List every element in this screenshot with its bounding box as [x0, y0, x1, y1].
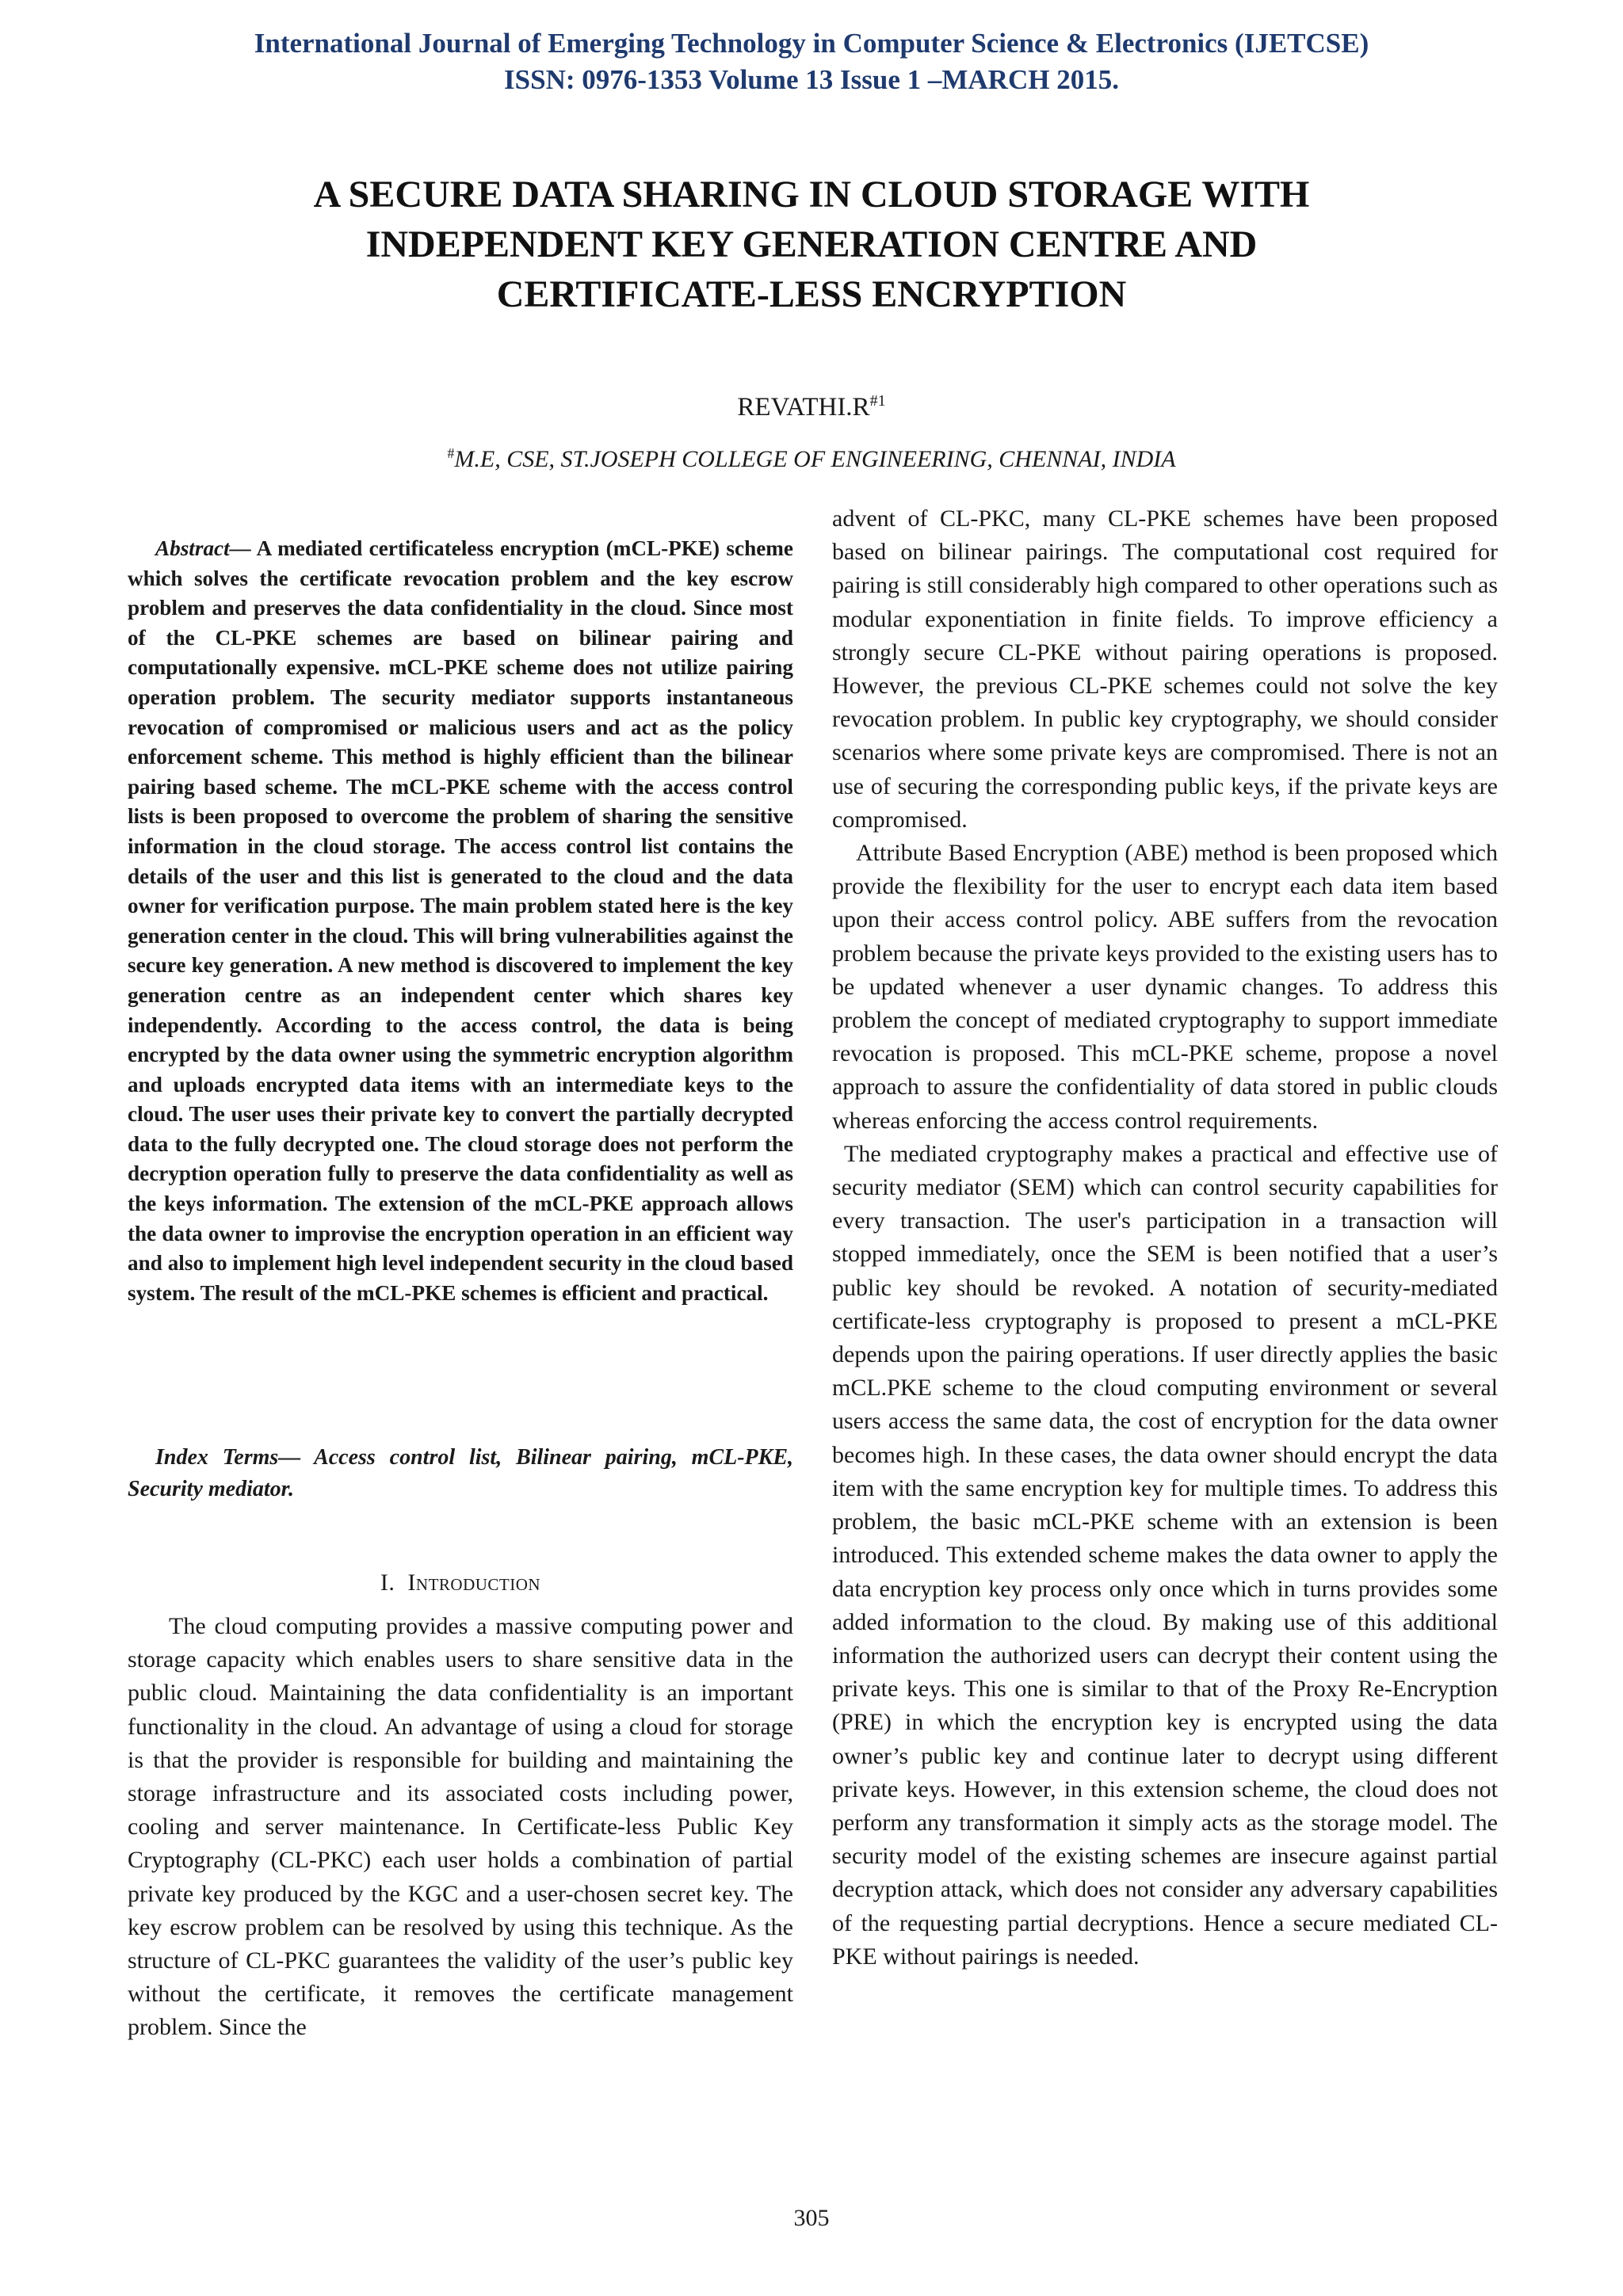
journal-issue: ISSN: 0976-1353 Volume 13 Issue 1 –MARCH 2015.	[504, 64, 1119, 95]
index-terms	[128, 1442, 793, 1505]
affiliation-text: M.E, CSE, ST.JOSEPH COLLEGE OF ENGINEERING, CHENNAI, INDIA	[454, 446, 1176, 472]
affiliation	[0, 437, 1623, 475]
introduction-left	[128, 1610, 793, 2045]
author	[0, 385, 1623, 423]
introduction-right	[832, 502, 1498, 1974]
page-number: 305	[793, 2205, 830, 2231]
author-mark: #1	[869, 392, 886, 410]
intro-paragraph-1: The cloud computing provides a massive computing power and storage capacity which enables users to share sensitive data in the public cloud. Maintaining the data confidentiality is an important functionality in the cloud. An advantage of using a cloud for storage is that the provider is responsible for building and maintaining the storage infrastructure and its associated costs including power, cooling and server maintenance. In Certificate-less Public Key Cryptography (CL-PKC) each user holds a combination of partial private key produced by the KGC and a user-chosen secret key. The key escrow problem can be resolved by using this technique. As the structure of CL-PKC guarantees the validity of the user’s public key without the certificate, it removes the certificate management problem. Since the	[128, 1613, 793, 2041]
paper-title-line-2: INDEPENDENT KEY GENERATION CENTRE AND	[365, 223, 1258, 265]
intro-paragraph-right-2: Attribute Based Encryption (ABE) method is been proposed which provide the flexibility for the user to encrypt each data item based upon their access control policy. ABE suffers from the revocation problem because the private keys provided to the existing users has to be updated whenever a user dynamic changes. To address this problem the concept of mediated cryptography to support immediate revocation is proposed. This mCL-PKE scheme, propose a novel approach to assure the confidentiality of data stored in public clouds whereas enforcing the access control requirements.	[832, 840, 1498, 1134]
index-terms-text: Index Terms— Access control list, Bilinear pairing, mCL-PKE, Security mediator.	[128, 1445, 793, 1501]
section-title: Introduction	[407, 1569, 541, 1596]
affiliation-mark: #	[447, 445, 455, 461]
abstract-label: Abstract—	[155, 536, 251, 560]
paper-title-line-1: A SECURE DATA SHARING IN CLOUD STORAGE WITH	[313, 174, 1310, 215]
paper-title-line-3: CERTIFICATE-LESS ENCRYPTION	[496, 273, 1127, 315]
section-numeral: I.	[380, 1569, 395, 1596]
abstract-text: A mediated certificateless encryption (mCL-PKE) scheme which solves the certificate revocation problem and the key escrow problem and preserves the data confidentiality in the cloud. Since most of the CL-PKE schemes are based on bilinear pairing and computationally expensive. mCL-PKE scheme does not utilize pairing operation problem. The security mediator supports instantaneous revocation of compromised or malicious users and act as the policy enforcement scheme. This method is highly efficient than the bilinear pairing based scheme. The mCL-PKE scheme with the access control lists is been proposed to overcome the problem of sharing the sensitive information in the cloud storage. The access control list contains the details of the user and this list is generated to the cloud and the data owner for verification purpose. The main problem stated here is the key generation center in the cloud. This will bring vulnerabilities against the secure key generation. A new method is discovered to implement the key generation centre as an independent center which shares key independently. According to the access control, the data is being encrypted by the data owner using the symmetric encryption algorithm and uploads encrypted data items with an intermediate keys to the cloud. The user uses their private key to convert the partially decrypted data to the fully decrypted one. The cloud storage does not perform the decryption operation fully to preserve the data confidentiality as well as the keys information. The extension of the mCL-PKE approach allows the data owner to improvise the encryption operation in an efficient way and also to implement high level independent security in the cloud based system. The result of the mCL-PKE schemes is efficient and practical.	[128, 536, 793, 1305]
author-name: REVATHI.R	[737, 393, 870, 421]
journal-name: International Journal of Emerging Technology in Computer Science & Electronics (IJETCSE)	[254, 28, 1369, 59]
section-heading-introduction	[128, 1567, 793, 1599]
intro-paragraph-right-1: advent of CL-PKC, many CL-PKE schemes have been proposed based on bilinear pairings. The computational cost required for pairing is still considerably high compared to other operations such as modular exponentiation in finite fields. To improve efficiency a strongly secure CL-PKE without pairing operations is proposed. However, the previous CL-PKE schemes could not solve the key revocation problem. In public key cryptography, we should consider scenarios where some private keys are compromised. There is not an use of securing the corresponding public keys, if the private keys are compromised.	[832, 505, 1498, 833]
intro-paragraph-right-3: The mediated cryptography makes a practical and effective use of security mediator (SEM) which can control security capabilities for every transaction. The user's participation in a transaction will stopped immediately, once the SEM is been notified that a user’s public key should be revoked. A notation of security-mediated certificate-less cryptography is proposed to present a mCL-PKE depends upon the pairing operations. If user directly applies the basic mCL.PKE scheme to the cloud computing environment or several users access the same data, the cost of encryption for the data owner becomes high. In these cases, the data owner should encrypt the data item with the same encryption key for multiple times. To address this problem, the basic mCL-PKE scheme with an extension is been introduced. This extended scheme makes the data owner to apply the data encryption key process only once which in turns provides some added information to the cloud. By making use of this additional information the authorized users can decrypt their content using the private keys. This one is similar to that of the Proxy Re-Encryption (PRE) in which the encryption key is encrypted using the data owner’s public key and continue later to decrypt using different private keys. However, in this extension scheme, the cloud does not perform any transformation it simply acts as the storage model. The security model of the existing schemes are insecure against partial decryption attack, which does not consider any adversary capabilities of the requesting partial decryptions. Hence a secure mediated CL-PKE without pairings is needed.	[832, 1140, 1498, 1970]
abstract	[128, 534, 793, 1308]
